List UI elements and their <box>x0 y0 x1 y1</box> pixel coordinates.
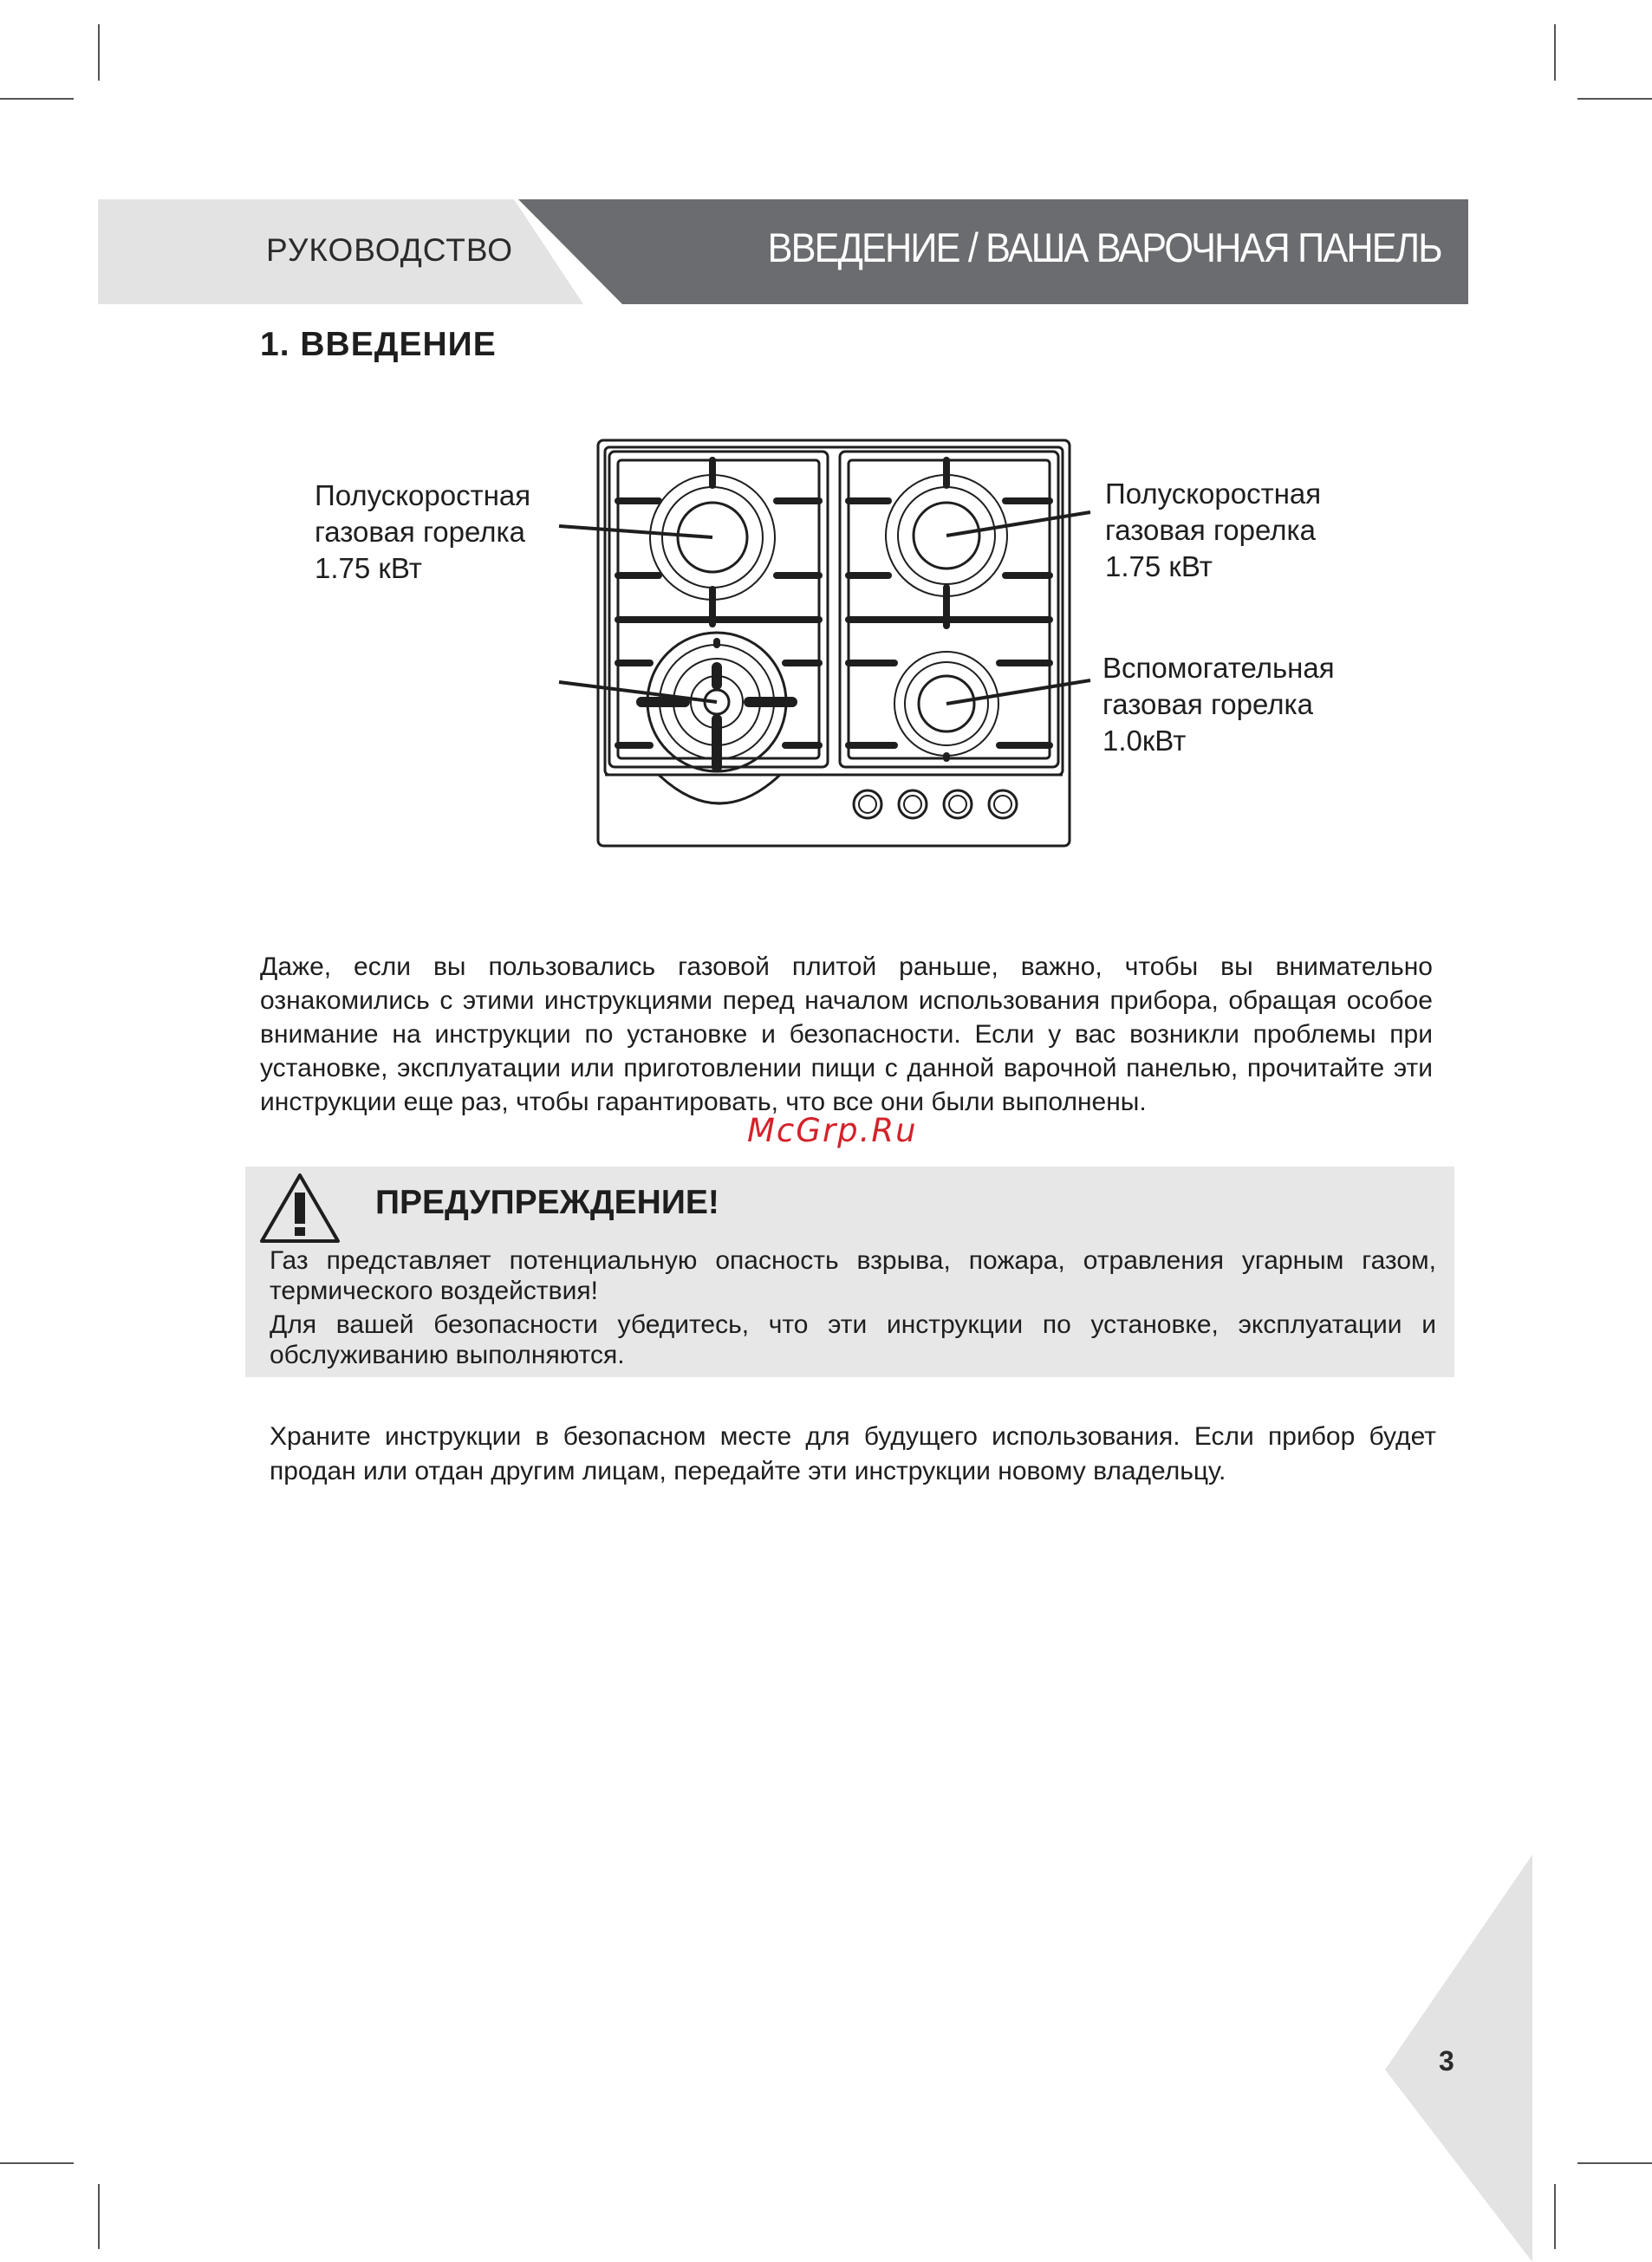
section-title: 1. ВВЕДЕНИЕ <box>260 326 497 363</box>
control-knob <box>989 790 1017 818</box>
crop-mark <box>1577 2162 1652 2164</box>
crop-mark <box>98 24 100 81</box>
manual-label: РУКОВОДСТВО <box>266 232 514 268</box>
control-knob <box>854 790 881 818</box>
crop-mark <box>1554 24 1556 81</box>
crop-mark <box>0 98 74 100</box>
warning-line-1: Газ представляет потенциальную опасность взрыва, пожара, отравления угарным газом, термического воздействия! <box>270 1246 1436 1305</box>
control-knob <box>899 790 927 818</box>
warning-line-2: Для вашей безопасности убедитесь, что эти инструкции по установке, эксплуатации и обслуживанию выполняются. <box>270 1310 1436 1369</box>
burner-label-top-left: Полускоростная газовая горелка 1.75 кВт <box>315 479 531 584</box>
chapter-title: ВВЕДЕНИЕ / ВАША ВАРОЧНАЯ ПАНЕЛЬ <box>767 224 1441 270</box>
warning-title: ПРЕДУПРЕЖДЕНИЕ! <box>375 1184 719 1221</box>
page-corner-tab <box>1385 1855 1532 2262</box>
hob-diagram <box>555 429 1092 854</box>
crop-mark <box>98 2184 100 2249</box>
crop-mark <box>1577 98 1652 100</box>
control-knob <box>944 790 972 818</box>
crop-mark <box>0 2162 74 2164</box>
crop-mark <box>1554 2184 1556 2249</box>
page-number: 3 <box>1439 2045 1454 2077</box>
watermark: McGrp.Ru <box>747 1112 918 1149</box>
warning-triangle-icon <box>258 1172 341 1246</box>
burner-label-bottom-right: Вспомогательная газовая горелка 1.0кВт <box>1102 652 1335 757</box>
intro-paragraph: Даже, если вы пользовались газовой плитой раньше, важно, чтобы вы внимательно ознакомились с этими инструкциями перед началом использования прибора, обращая особое внимание на инструкции по установке и безопасности. Если у вас возникли проблемы при установке, эксплуатации или приготовлении пищи с данной варочной панелью, прочитайте эти инструкции еще раз, чтобы гарантировать, что все они были выполнены. <box>260 952 1433 1116</box>
closing-paragraph: Храните инструкции в безопасном месте для будущего использования. Если прибор будет продан или отдан другим лицам, передайте эти инструкции новому владельцу. <box>270 1422 1436 1485</box>
burner-label-top-right: Полускоростная газовая горелка 1.75 кВт <box>1105 478 1322 582</box>
